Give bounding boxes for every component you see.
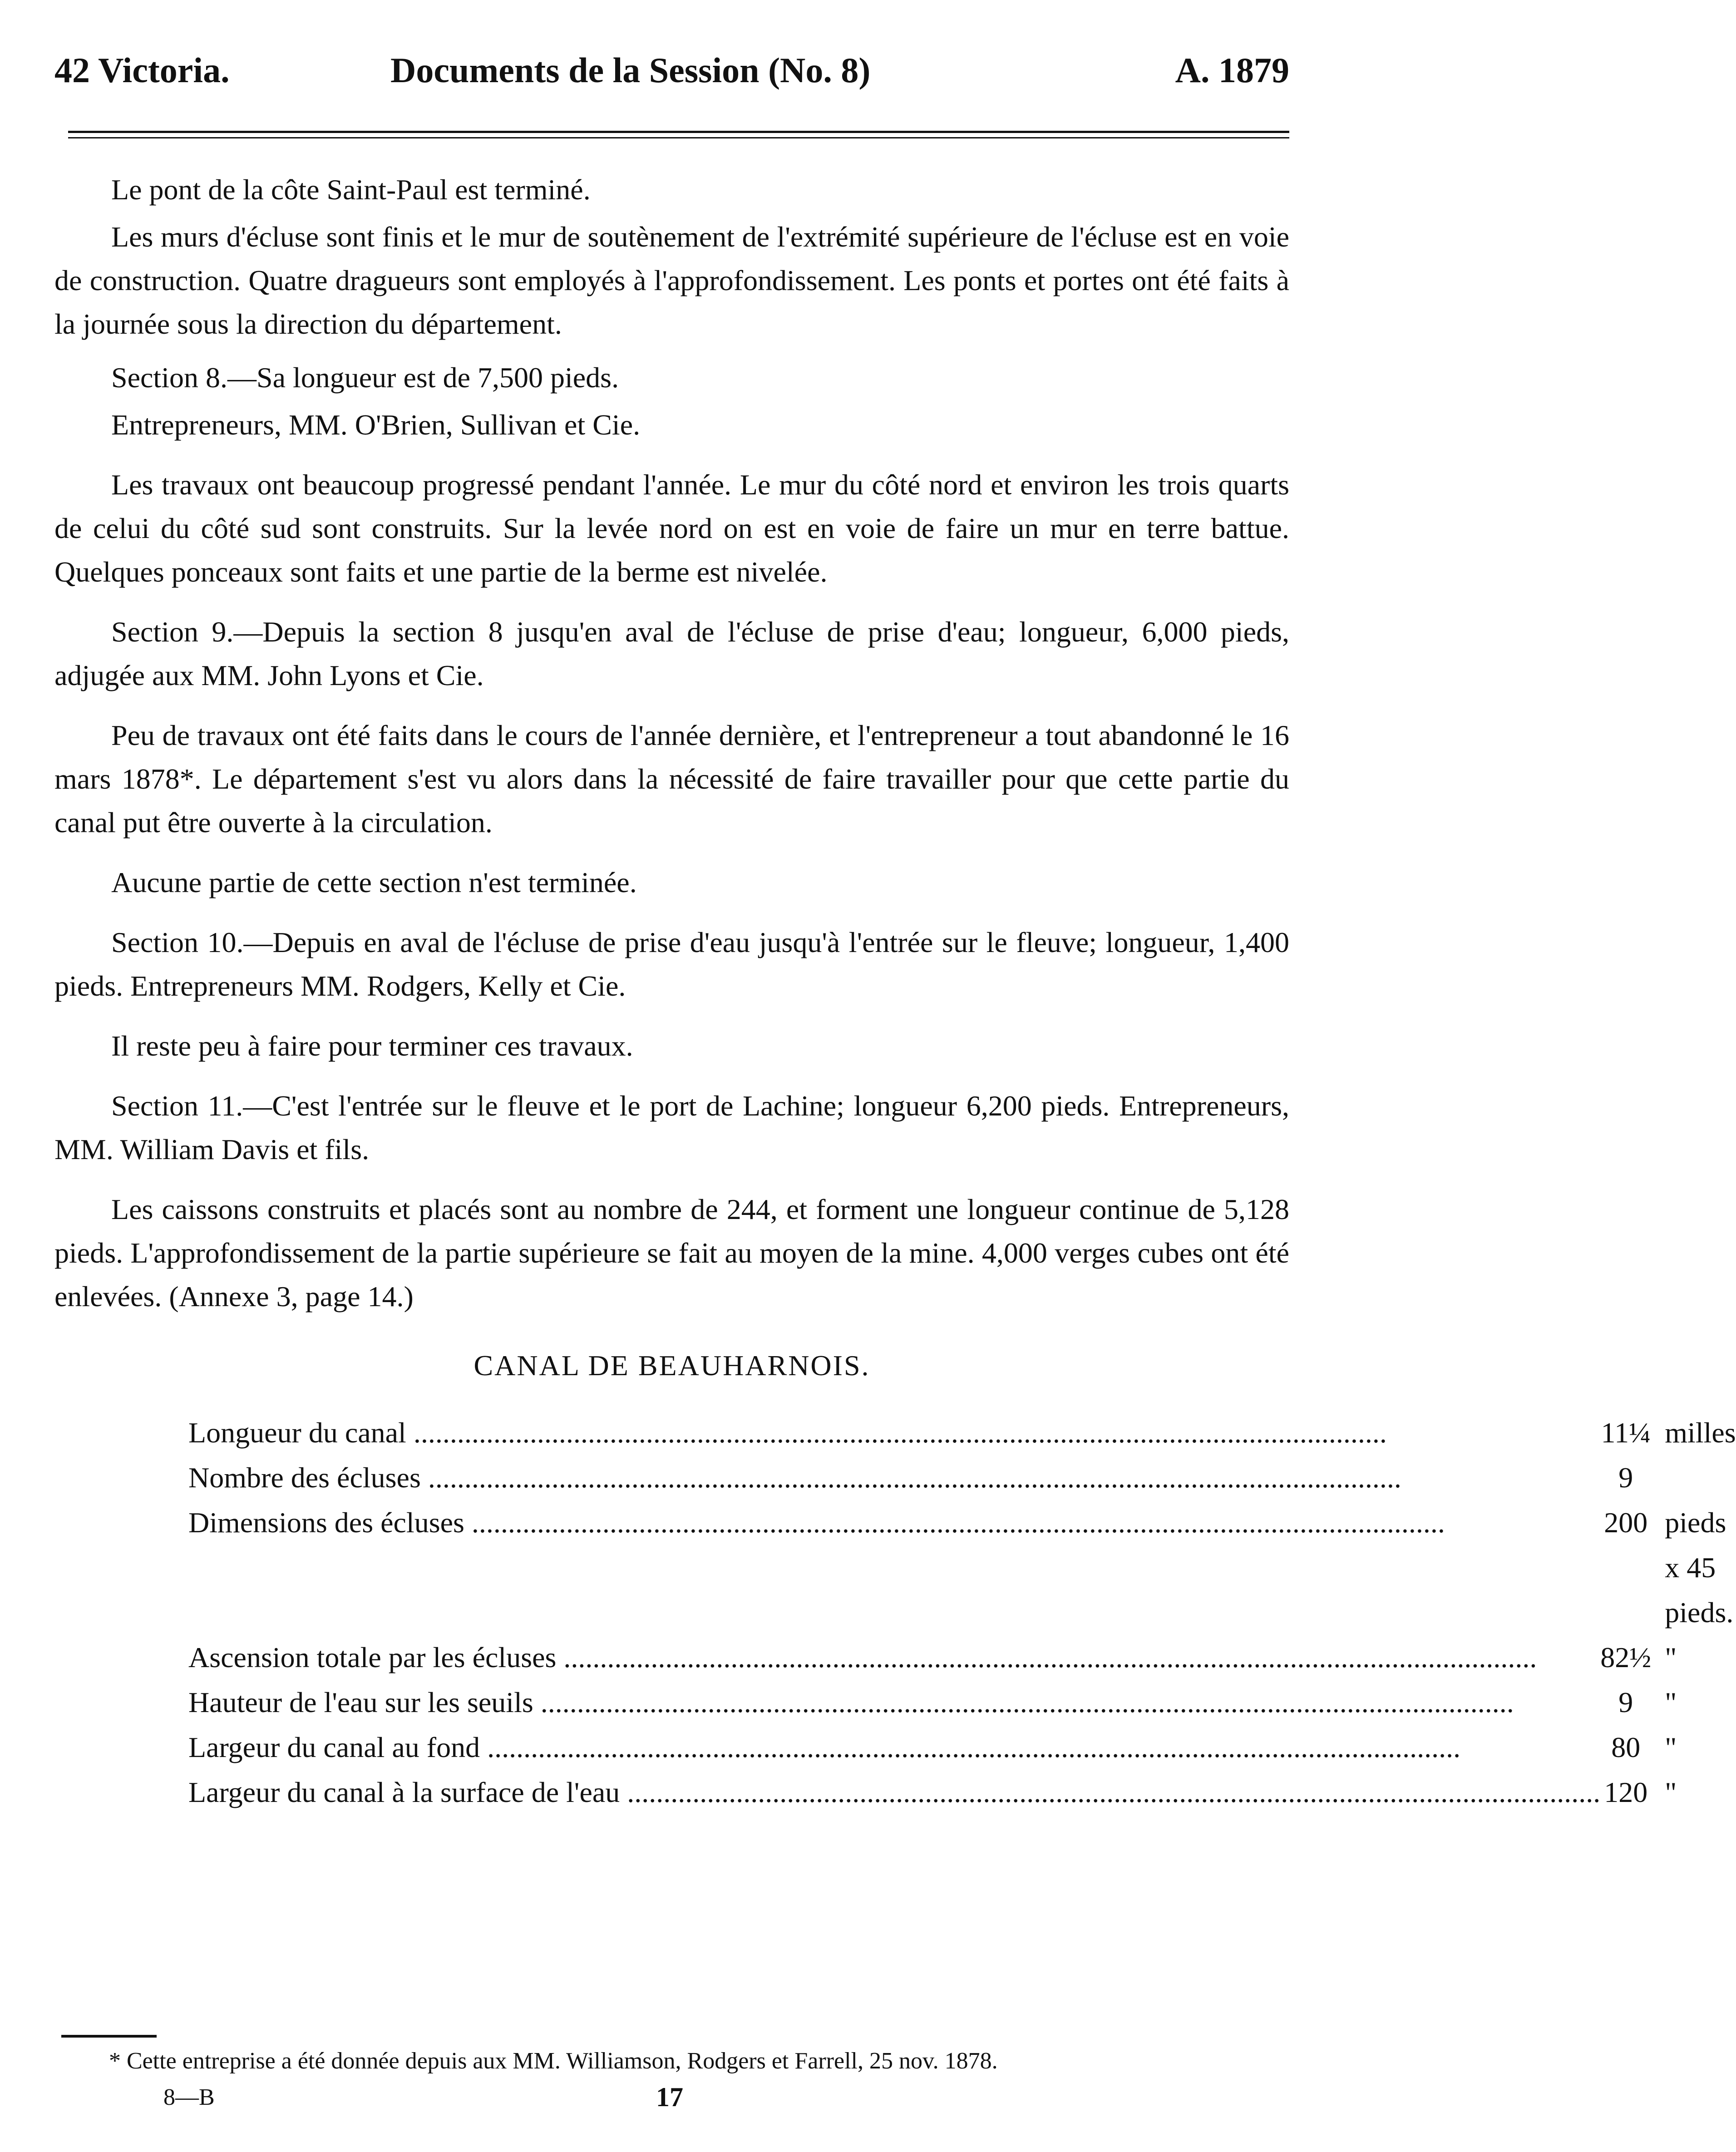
table-row	[188, 1500, 1736, 1635]
spec-label: Dimensions des écluses	[188, 1506, 464, 1539]
spec-label: Nombre des écluses	[188, 1461, 421, 1494]
spec-label: Hauteur de l'eau sur les seuils	[188, 1686, 533, 1718]
signature-mark: 8—B	[163, 2084, 215, 2110]
table-row	[188, 1770, 1736, 1815]
header-title: Documents de la Session (No. 8)	[390, 50, 871, 90]
paragraph: Les murs d'écluse sont finis et le mur de soutènement de l'extrémité supérieure de l'écluse est en voie de construction. Quatre dragueurs sont employés à l'approfondissement. Les ponts et portes ont été faits à la journée sous la direction du département.	[54, 221, 1289, 340]
spec-value: 80	[1611, 1731, 1641, 1763]
header-volume: 42 Victoria.	[54, 50, 230, 90]
table-row	[188, 1455, 1736, 1500]
spec-label: Largeur du canal au fond	[188, 1731, 480, 1763]
paragraph: Les travaux ont beaucoup progressé pendant l'année. Le mur du côté nord et environ les trois quarts de celui du côté sud sont construits. Sur la levée nord on est en voie de faire un mur en terre battue. Quelques ponceaux sont faits et une partie de la berme est nivelée.	[54, 469, 1289, 588]
paragraph: Section 9.—Depuis la section 8 jusqu'en aval de l'écluse de prise d'eau; longueur, 6,000 pieds, adjugée aux MM. John Lyons et Cie.	[54, 616, 1289, 691]
canal-spec-table	[188, 1410, 1736, 1815]
paragraph: Section 11.—C'est l'entrée sur le fleuve et le port de Lachine; longueur 6,200 pieds. Entrepreneurs, MM. William Davis et fils.	[54, 1090, 1289, 1165]
header-rule	[68, 131, 1289, 133]
footnote: * Cette entreprise a été donnée depuis aux MM. Williamson, Rodgers et Farrell, 25 nov. 1878.	[109, 2048, 998, 2074]
spec-unit: "	[1665, 1641, 1677, 1673]
spec-label: Longueur du canal	[188, 1417, 406, 1449]
spec-unit	[1651, 1455, 1736, 1500]
paragraph: Section 8.—Sa longueur est de 7,500 pieds.	[111, 361, 619, 394]
spec-value: 9	[1618, 1461, 1633, 1494]
paragraph: Le pont de la côte Saint-Paul est terminé.	[111, 173, 591, 206]
spec-unit: "	[1665, 1776, 1677, 1808]
paragraph: Entrepreneurs, MM. O'Brien, Sullivan et Cie.	[111, 409, 641, 441]
paragraph: Section 10.—Depuis en aval de l'écluse de prise d'eau jusqu'à l'entrée sur le fleuve; longueur, 1,400 pieds. Entrepreneurs MM. Rodgers, Kelly et Cie.	[54, 926, 1289, 1002]
body-text	[54, 168, 1736, 1815]
table-row	[188, 1680, 1736, 1725]
header-rule-thin	[68, 137, 1289, 138]
table-row	[188, 1725, 1736, 1770]
spec-value: 9	[1618, 1686, 1633, 1718]
paragraph: Aucune partie de cette section n'est terminée.	[111, 866, 637, 898]
canal-section-title: CANAL DE BEAUHARNOIS.	[473, 1349, 870, 1382]
paragraph: Il reste peu à faire pour terminer ces travaux.	[111, 1030, 633, 1062]
paragraph: Les caissons construits et placés sont au nombre de 244, et forment une longueur continue de 5,128 pieds. L'approfondissement de la partie supérieure se fait au moyen de la mine. 4,000 verges cubes ont été enlevées. (Annexe 3, page 14.)	[54, 1193, 1289, 1313]
spec-value: 120	[1604, 1776, 1648, 1808]
page-number: 17	[656, 2082, 683, 2112]
spec-value: 200	[1604, 1506, 1648, 1539]
spec-label: Largeur du canal à la surface de l'eau	[188, 1776, 620, 1808]
spec-unit: pieds x 45 pieds.	[1665, 1506, 1734, 1629]
spec-unit: "	[1665, 1731, 1677, 1763]
spec-label: Ascension totale par les écluses	[188, 1641, 557, 1673]
spec-unit: milles	[1665, 1417, 1736, 1449]
header-year: A. 1879	[1175, 50, 1289, 90]
page-header	[54, 50, 1289, 100]
spec-value: 82½	[1600, 1641, 1652, 1673]
paragraph: Peu de travaux ont été faits dans le cours de l'année dernière, et l'entrepreneur a tout abandonné le 16 mars 1878*. Le département s'est vu alors dans la nécessité de faire travailler pour que cette partie du canal put être ouverte à la circulation.	[54, 719, 1289, 839]
footnote-rule	[61, 2035, 157, 2038]
spec-value: 11¼	[1601, 1417, 1651, 1449]
table-row	[188, 1635, 1736, 1680]
spec-unit: "	[1665, 1686, 1677, 1718]
table-row	[188, 1410, 1736, 1455]
